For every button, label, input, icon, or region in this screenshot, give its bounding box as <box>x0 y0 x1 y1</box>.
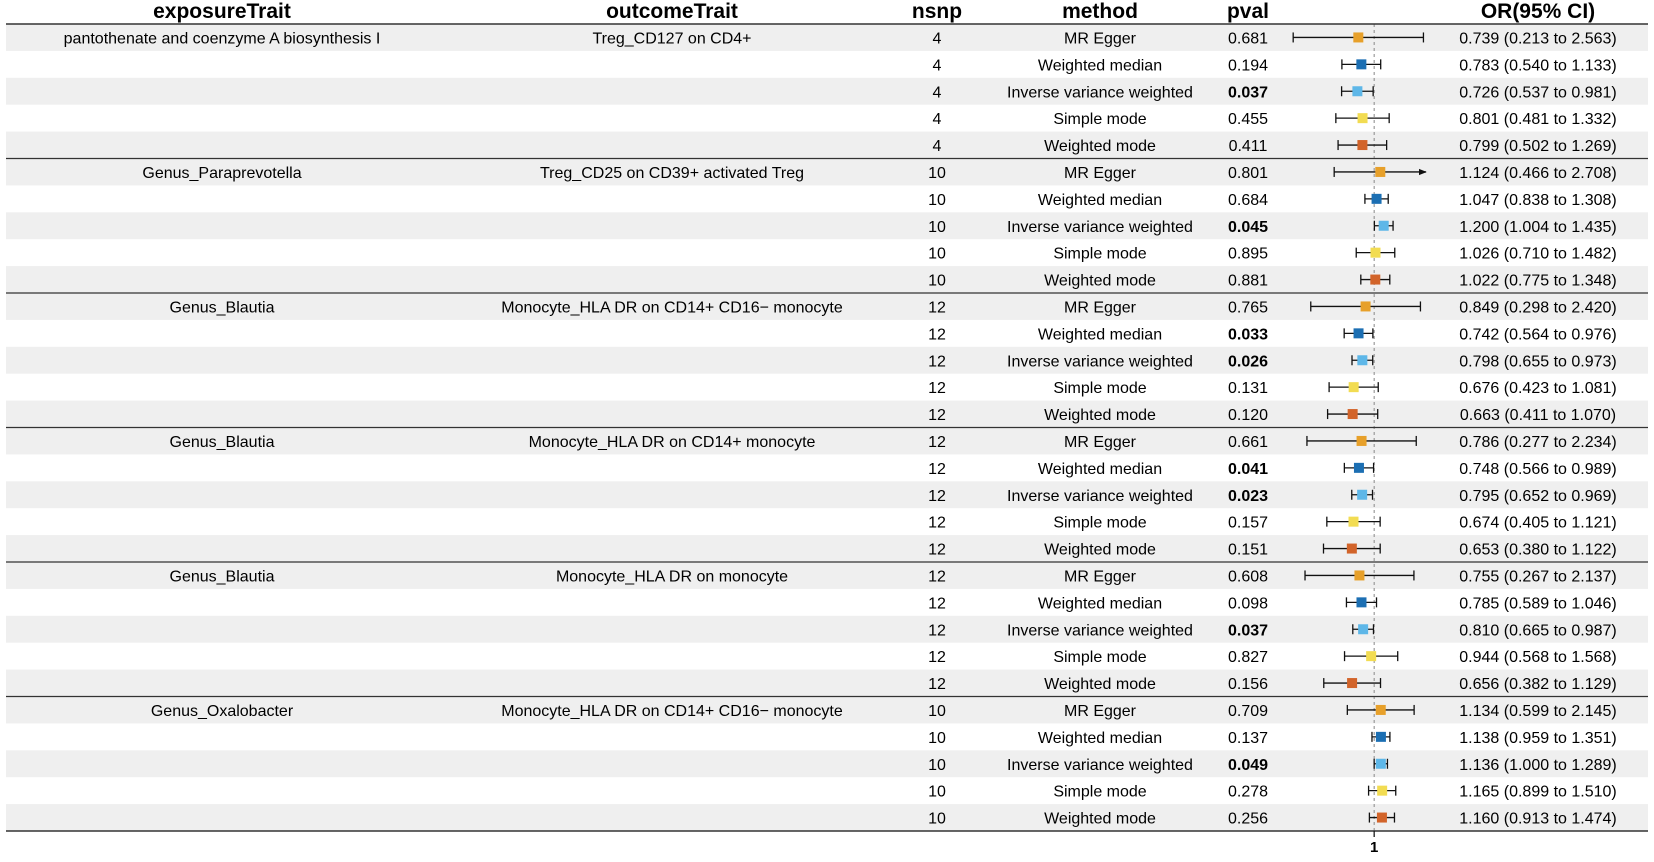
or-ci-value: 1.138 (0.959 to 1.351) <box>1459 729 1617 747</box>
or-point <box>1349 382 1359 392</box>
pval-value: 0.137 <box>1227 729 1269 747</box>
or-ci-value: 0.799 (0.502 to 1.269) <box>1459 138 1617 156</box>
or-ci-value: 0.742 (0.564 to 0.976) <box>1459 326 1617 344</box>
nsnp-value: 10 <box>928 729 946 747</box>
or-point <box>1376 705 1386 715</box>
outcome-trait: Monocyte_HLA DR on CD14+ CD16− monocyte <box>501 702 843 720</box>
table-row <box>928 595 1617 612</box>
method-label: MR Egger <box>1063 568 1137 586</box>
method-label: Simple mode <box>1053 380 1147 398</box>
or-point <box>1361 301 1371 311</box>
row-stripe <box>6 266 1648 293</box>
or-point <box>1356 59 1366 69</box>
exposure-trait: Genus_Paraprevotella <box>142 164 302 182</box>
method-label: Weighted median <box>1037 191 1163 209</box>
nsnp-value: 10 <box>928 272 946 290</box>
method-label: MR Egger <box>1063 30 1137 48</box>
outcome-trait: Monocyte_HLA DR on CD14+ CD16− monocyte <box>501 299 843 317</box>
pval-value: 0.037 <box>1227 84 1269 102</box>
method-label: Weighted mode <box>1044 541 1156 559</box>
pval-value: 0.709 <box>1227 702 1269 720</box>
pval-value: 0.026 <box>1227 353 1269 371</box>
or-ci-value: 0.663 (0.411 to 1.070) <box>1459 407 1617 425</box>
table-row <box>933 57 1617 74</box>
or-point <box>1358 624 1368 634</box>
nsnp-value: 12 <box>928 326 946 344</box>
nsnp-value: 12 <box>928 433 946 451</box>
or-ci-value: 0.786 (0.277 to 2.234) <box>1459 433 1617 451</box>
or-ci-value: 1.200 (1.004 to 1.435) <box>1459 218 1617 236</box>
table-row <box>928 730 1617 747</box>
nsnp-value: 12 <box>928 460 946 478</box>
nsnp-value: 10 <box>928 756 946 774</box>
or-point <box>1376 759 1386 769</box>
nsnp-value: 10 <box>928 783 946 801</box>
column-header-method: method <box>1062 0 1138 23</box>
or-ci-value: 0.755 (0.267 to 2.137) <box>1459 568 1617 586</box>
method-label: Weighted mode <box>1044 810 1156 828</box>
table-row <box>933 111 1617 128</box>
nsnp-value: 4 <box>932 57 942 75</box>
method-label: Inverse variance weighted <box>1007 487 1193 505</box>
nsnp-value: 4 <box>932 138 942 156</box>
pval-value: 0.411 <box>1228 138 1268 156</box>
or-point <box>1358 113 1368 123</box>
row-stripe <box>6 535 1648 562</box>
method-label: Weighted median <box>1037 595 1163 613</box>
or-ci-value: 0.801 (0.481 to 1.332) <box>1459 111 1617 129</box>
or-point <box>1347 544 1357 554</box>
nsnp-value: 10 <box>928 218 946 236</box>
or-ci-value: 0.849 (0.298 to 2.420) <box>1459 299 1617 317</box>
or-point <box>1352 86 1362 96</box>
table-row <box>928 784 1617 801</box>
method-label: Weighted median <box>1037 729 1163 747</box>
method-label: Weighted mode <box>1044 407 1156 425</box>
pval-value: 0.120 <box>1227 407 1269 425</box>
or-ci-value: 0.798 (0.655 to 0.973) <box>1459 353 1617 371</box>
pval-value: 0.023 <box>1227 487 1269 505</box>
or-point <box>1370 275 1380 285</box>
method-label: Inverse variance weighted <box>1007 353 1193 371</box>
column-header-nsnp: nsnp <box>911 0 963 23</box>
nsnp-value: 4 <box>932 30 942 48</box>
nsnp-value: 10 <box>928 702 946 720</box>
or-point <box>1354 328 1364 338</box>
or-point <box>1377 813 1387 823</box>
method-label: Inverse variance weighted <box>1007 218 1193 236</box>
table-row <box>928 649 1617 666</box>
column-header-outcome: outcomeTrait <box>606 0 738 23</box>
pval-value: 0.194 <box>1227 57 1269 75</box>
outcome-trait: Monocyte_HLA DR on CD14+ monocyte <box>528 433 816 451</box>
or-ci-value: 1.022 (0.775 to 1.348) <box>1459 272 1617 290</box>
or-ci-value: 0.739 (0.213 to 2.563) <box>1459 30 1617 48</box>
pval-value: 0.049 <box>1227 756 1269 774</box>
or-ci-value: 1.026 (0.710 to 1.482) <box>1459 245 1617 263</box>
exposure-trait: pantothenate and coenzyme A biosynthesis I <box>63 30 381 48</box>
method-label: Inverse variance weighted <box>1007 84 1193 102</box>
or-point <box>1348 409 1358 419</box>
or-ci-value: 0.944 (0.568 to 1.568) <box>1459 649 1617 667</box>
method-label: Inverse variance weighted <box>1007 756 1193 774</box>
method-label: MR Egger <box>1063 433 1137 451</box>
or-ci-value: 1.160 (0.913 to 1.474) <box>1459 810 1617 828</box>
method-label: Weighted median <box>1037 326 1163 344</box>
pval-value: 0.608 <box>1227 568 1269 586</box>
pval-value: 0.684 <box>1227 191 1269 209</box>
exposure-trait: Genus_Oxalobacter <box>150 702 294 720</box>
exposure-trait: Genus_Blautia <box>169 568 275 586</box>
or-point <box>1353 32 1363 42</box>
or-point <box>1371 248 1381 258</box>
or-ci-value: 0.676 (0.423 to 1.081) <box>1459 380 1617 398</box>
pval-value: 0.681 <box>1227 30 1269 48</box>
method-label: Simple mode <box>1053 649 1147 667</box>
method-label: Weighted mode <box>1044 138 1156 156</box>
pval-value: 0.801 <box>1227 164 1269 182</box>
row-stripe <box>6 750 1648 777</box>
row-stripe <box>6 132 1648 159</box>
row-stripe <box>6 670 1648 697</box>
or-point <box>1366 651 1376 661</box>
or-ci-value: 0.810 (0.665 to 0.987) <box>1459 622 1617 640</box>
or-point <box>1357 436 1367 446</box>
pval-value: 0.098 <box>1227 595 1269 613</box>
nsnp-value: 4 <box>932 111 942 129</box>
pval-value: 0.278 <box>1227 783 1269 801</box>
method-label: Simple mode <box>1053 111 1147 129</box>
row-stripe <box>6 616 1648 643</box>
or-point <box>1377 786 1387 796</box>
or-point <box>1354 463 1364 473</box>
or-ci-value: 1.134 (0.599 to 2.145) <box>1459 702 1617 720</box>
or-ci-value: 1.047 (0.838 to 1.308) <box>1459 191 1617 209</box>
pval-value: 0.045 <box>1227 218 1269 236</box>
or-point <box>1357 140 1367 150</box>
row-stripe <box>6 804 1648 831</box>
table-row <box>928 246 1617 263</box>
pval-value: 0.151 <box>1227 541 1269 559</box>
nsnp-value: 4 <box>932 84 942 102</box>
or-ci-value: 0.726 (0.537 to 0.981) <box>1459 84 1617 102</box>
column-header-orci: OR(95% CI) <box>1480 0 1596 23</box>
column-header-exposure: exposureTrait <box>153 0 291 23</box>
or-point <box>1347 678 1357 688</box>
nsnp-value: 12 <box>928 299 946 317</box>
nsnp-value: 12 <box>928 595 946 613</box>
or-point <box>1372 194 1382 204</box>
nsnp-value: 12 <box>928 649 946 667</box>
or-point <box>1356 597 1366 607</box>
row-stripe <box>6 78 1648 105</box>
outcome-trait: Monocyte_HLA DR on monocyte <box>555 568 789 586</box>
nsnp-value: 12 <box>928 407 946 425</box>
nsnp-value: 12 <box>928 676 946 694</box>
method-label: Simple mode <box>1053 245 1147 263</box>
nsnp-value: 12 <box>928 380 946 398</box>
row-stripe <box>6 212 1648 239</box>
pval-value: 0.895 <box>1227 245 1269 263</box>
nsnp-value: 12 <box>928 622 946 640</box>
method-label: Inverse variance weighted <box>1007 622 1193 640</box>
table-row <box>928 326 1617 343</box>
exposure-trait: Genus_Blautia <box>169 433 275 451</box>
nsnp-value: 10 <box>928 164 946 182</box>
pval-value: 0.661 <box>1227 433 1269 451</box>
pval-value: 0.041 <box>1227 460 1269 478</box>
or-point <box>1357 355 1367 365</box>
nsnp-value: 12 <box>928 514 946 532</box>
or-ci-value: 0.783 (0.540 to 1.133) <box>1459 57 1617 75</box>
nsnp-value: 12 <box>928 353 946 371</box>
pval-value: 0.037 <box>1227 622 1269 640</box>
or-ci-value: 0.785 (0.589 to 1.046) <box>1459 595 1617 613</box>
method-label: MR Egger <box>1063 299 1137 317</box>
nsnp-value: 12 <box>928 568 946 586</box>
or-ci-value: 1.165 (0.899 to 1.510) <box>1459 783 1617 801</box>
method-label: Weighted mode <box>1044 676 1156 694</box>
pval-value: 0.256 <box>1227 810 1269 828</box>
method-label: MR Egger <box>1063 164 1137 182</box>
nsnp-value: 12 <box>928 487 946 505</box>
method-label: Weighted median <box>1037 460 1163 478</box>
nsnp-value: 12 <box>928 541 946 559</box>
row-stripe <box>6 347 1648 374</box>
or-ci-value: 0.795 (0.652 to 0.969) <box>1459 487 1617 505</box>
pval-value: 0.157 <box>1227 514 1269 532</box>
or-point <box>1357 490 1367 500</box>
or-ci-value: 0.656 (0.382 to 1.129) <box>1459 676 1617 694</box>
or-point <box>1376 732 1386 742</box>
method-label: Weighted mode <box>1044 272 1156 290</box>
column-header-pval: pval <box>1226 0 1270 23</box>
pval-value: 0.881 <box>1227 272 1269 290</box>
table-row <box>928 461 1617 478</box>
pval-value: 0.131 <box>1227 380 1269 398</box>
outcome-trait: Treg_CD127 on CD4+ <box>592 30 752 48</box>
method-label: MR Egger <box>1063 702 1137 720</box>
or-ci-value: 0.653 (0.380 to 1.122) <box>1459 541 1617 559</box>
outcome-trait: Treg_CD25 on CD39+ activated Treg <box>540 164 804 182</box>
pval-value: 0.156 <box>1227 676 1269 694</box>
pval-value: 0.765 <box>1227 299 1269 317</box>
pval-value: 0.455 <box>1227 111 1269 129</box>
or-point <box>1354 570 1364 580</box>
or-ci-value: 0.748 (0.566 to 0.989) <box>1459 460 1617 478</box>
pval-value: 0.827 <box>1227 649 1269 667</box>
or-point <box>1379 221 1389 231</box>
method-label: Weighted median <box>1037 57 1163 75</box>
nsnp-value: 10 <box>928 810 946 828</box>
row-stripe <box>6 481 1648 508</box>
method-label: Simple mode <box>1053 514 1147 532</box>
nsnp-value: 10 <box>928 191 946 209</box>
nsnp-value: 10 <box>928 245 946 263</box>
table-row <box>928 380 1617 397</box>
x-axis-tick-label: 1 <box>1369 839 1379 856</box>
exposure-trait: Genus_Blautia <box>169 299 275 317</box>
or-point <box>1375 167 1385 177</box>
column-headers <box>153 0 1595 23</box>
or-ci-value: 1.124 (0.466 to 2.708) <box>1459 164 1617 182</box>
or-ci-value: 1.136 (1.000 to 1.289) <box>1459 756 1617 774</box>
method-label: Simple mode <box>1053 783 1147 801</box>
or-ci-value: 0.674 (0.405 to 1.121) <box>1459 514 1617 532</box>
row-stripe <box>6 401 1648 428</box>
or-point <box>1349 517 1359 527</box>
pval-value: 0.033 <box>1227 326 1269 344</box>
table-row <box>928 192 1617 209</box>
table-row <box>928 515 1617 532</box>
